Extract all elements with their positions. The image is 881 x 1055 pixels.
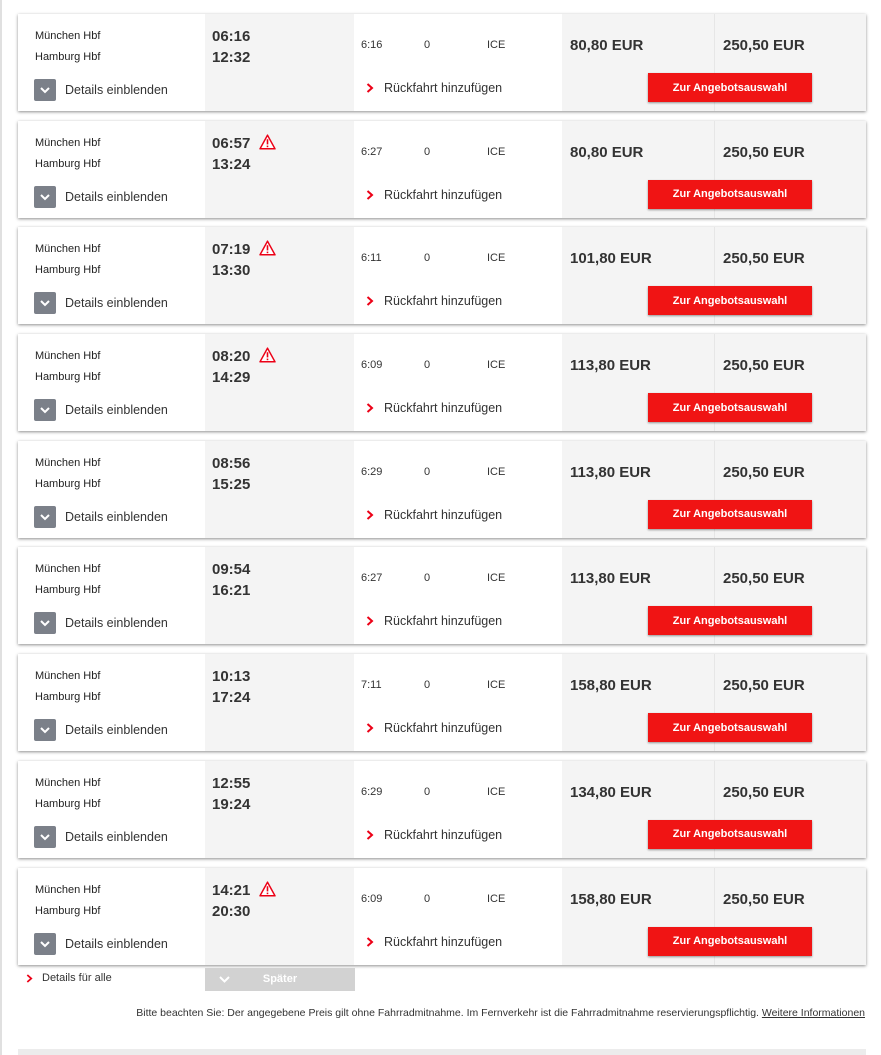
expand-box [34, 506, 56, 528]
chevron-right-icon [366, 510, 374, 520]
add-return-trip-label: Rückfahrt hinzufügen [384, 401, 503, 416]
chevron-down-icon [39, 724, 51, 736]
add-return-trip-label: Rückfahrt hinzufügen [384, 81, 503, 95]
chevron-down-icon [39, 297, 51, 309]
price-1: 113,80 EUR [570, 463, 651, 481]
duration: 6:09 [361, 892, 383, 905]
add-return-trip-link[interactable] [366, 935, 502, 949]
arrival-time: 19:24 [212, 795, 251, 813]
show-details-label: Details einblenden [65, 829, 168, 844]
changes-count: 0 [424, 359, 431, 372]
duration: 6:27 [361, 572, 383, 585]
chevron-down-icon [39, 831, 51, 843]
departure-time: 10:13 [212, 668, 251, 686]
chevron-down-icon [39, 404, 51, 416]
offer-selection-button[interactable]: Zur Angebotsauswahl [648, 500, 812, 529]
add-return-trip-link[interactable] [366, 721, 502, 735]
add-return-trip-link[interactable] [366, 81, 502, 95]
changes-count: 0 [424, 892, 431, 905]
stations-cell [18, 761, 205, 858]
info-cell [354, 441, 562, 538]
info-cell [354, 654, 562, 751]
stations-cell [18, 121, 205, 218]
chevron-right-icon [366, 403, 374, 413]
price-1: 101,80 EUR [570, 250, 652, 268]
info-cell [354, 761, 562, 858]
departure-time: 08:20 [212, 348, 251, 366]
add-return-trip-label: Rückfahrt hinzufügen [384, 614, 503, 629]
show-details-label: Details einblenden [65, 936, 168, 951]
expand-box [34, 79, 56, 101]
show-details-button[interactable] [34, 612, 168, 634]
price-2: 250,50 EUR [723, 890, 805, 908]
times-cell [205, 227, 354, 324]
add-return-trip-label: Rückfahrt hinzufügen [384, 721, 503, 736]
changes-count: 0 [424, 39, 431, 51]
stations-cell [18, 334, 205, 431]
chevron-down-icon [39, 617, 51, 629]
chevron-right-icon [366, 616, 374, 626]
arrival-time: 16:21 [212, 582, 251, 600]
departure-time: 08:56 [212, 454, 251, 472]
departure-station: München Hbf [35, 456, 101, 469]
show-details-label: Details einblenden [65, 403, 168, 418]
times-cell [205, 654, 354, 751]
offer-selection-button[interactable]: Zur Angebotsauswahl [648, 393, 812, 422]
duration: 6:09 [361, 359, 383, 372]
connection-row [18, 121, 866, 218]
connection-row [18, 868, 866, 965]
add-return-trip-label: Rückfahrt hinzufügen [384, 294, 503, 309]
times-cell [205, 761, 354, 858]
offer-selection-button[interactable]: Zur Angebotsauswahl [648, 713, 812, 742]
chevron-down-icon [39, 938, 51, 950]
changes-count: 0 [424, 679, 431, 692]
duration: 6:27 [361, 145, 383, 158]
show-details-label: Details einblenden [65, 509, 168, 524]
show-details-button[interactable] [34, 186, 168, 208]
warning-triangle-icon[interactable] [259, 347, 276, 363]
arrival-station: Hamburg Hbf [35, 157, 101, 170]
departure-time: 09:54 [212, 561, 251, 579]
departure-time: 14:21 [212, 881, 251, 899]
chevron-down-icon [39, 511, 51, 523]
connection-row [18, 441, 866, 538]
expand-box [34, 612, 56, 634]
expand-box [34, 186, 56, 208]
times-cell [205, 868, 354, 965]
changes-count: 0 [424, 785, 431, 798]
train-product: ICE [487, 785, 506, 798]
expand-box [34, 826, 56, 848]
offer-selection-button[interactable]: Zur Angebotsauswahl [648, 180, 812, 209]
offer-selection-button[interactable]: Zur Angebotsauswahl [648, 927, 812, 956]
details-for-all-link[interactable] [26, 972, 112, 984]
stations-cell [18, 14, 205, 111]
chevron-down-icon [39, 84, 51, 96]
price-1: 113,80 EUR [570, 570, 651, 588]
connection-row [18, 14, 866, 111]
departure-station: München Hbf [35, 776, 101, 789]
times-cell [205, 334, 354, 431]
duration: 7:11 [361, 679, 382, 692]
info-cell [354, 227, 562, 324]
bike-notice-text: Bitte beachten Sie: Der angegebene Preis gilt ohne Fahrradmitnahme. Im Fernverkehr ist die Fahrradmitnahme reservierungspflichtig. [136, 1007, 759, 1019]
info-cell [354, 121, 562, 218]
train-product: ICE [487, 892, 506, 905]
arrival-time: 13:24 [212, 155, 251, 173]
departure-time: 06:16 [212, 28, 251, 45]
price-2: 250,50 EUR [723, 250, 805, 268]
departure-time: 12:55 [212, 774, 251, 792]
expand-box [34, 292, 56, 314]
price-2: 250,50 EUR [723, 37, 805, 54]
offer-selection-button[interactable]: Zur Angebotsauswahl [648, 606, 812, 635]
arrival-station: Hamburg Hbf [35, 51, 101, 63]
changes-count: 0 [424, 145, 431, 158]
departure-station: München Hbf [35, 136, 101, 149]
price-2: 250,50 EUR [723, 357, 805, 375]
arrival-station: Hamburg Hbf [35, 371, 101, 384]
later-button[interactable] [205, 968, 355, 991]
stations-cell [18, 654, 205, 751]
stations-cell [18, 227, 205, 324]
train-product: ICE [487, 679, 506, 692]
arrival-time: 12:32 [212, 49, 251, 66]
duration: 6:29 [361, 785, 383, 798]
connection-row [18, 547, 866, 644]
connection-row [18, 654, 866, 751]
changes-count: 0 [424, 465, 431, 478]
departure-time: 06:57 [212, 134, 251, 152]
times-cell [205, 547, 354, 644]
price-1: 134,80 EUR [570, 783, 652, 801]
add-return-trip-link[interactable] [366, 401, 502, 415]
add-return-trip-label: Rückfahrt hinzufügen [384, 827, 503, 842]
info-cell [354, 14, 562, 111]
show-details-label: Details einblenden [65, 83, 168, 97]
arrival-station: Hamburg Hbf [35, 264, 101, 277]
offer-selection-button[interactable]: Zur Angebotsauswahl [648, 286, 812, 315]
show-details-button[interactable] [34, 399, 168, 421]
departure-station: München Hbf [35, 883, 101, 896]
price-2: 250,50 EUR [723, 143, 805, 161]
show-details-button[interactable] [34, 826, 168, 848]
chevron-right-icon [366, 937, 374, 947]
chevron-right-icon [366, 296, 374, 306]
train-product: ICE [487, 252, 506, 265]
show-details-label: Details einblenden [65, 723, 168, 738]
connection-row [18, 227, 866, 324]
warning-triangle-icon[interactable] [259, 881, 276, 897]
arrival-time: 20:30 [212, 902, 251, 920]
show-details-button[interactable] [34, 292, 168, 314]
departure-station: München Hbf [35, 563, 101, 576]
offer-selection-button[interactable]: Zur Angebotsauswahl [648, 820, 812, 849]
times-cell [205, 14, 354, 111]
arrival-station: Hamburg Hbf [35, 477, 101, 490]
chevron-right-icon [366, 83, 374, 93]
details-for-all-label: Details für alle [42, 972, 112, 984]
add-return-trip-link[interactable] [366, 828, 502, 842]
departure-station: München Hbf [35, 350, 101, 363]
departure-station: München Hbf [35, 670, 101, 683]
price-2: 250,50 EUR [723, 677, 805, 695]
times-cell [205, 441, 354, 538]
add-return-trip-label: Rückfahrt hinzufügen [384, 187, 503, 202]
train-product: ICE [487, 465, 506, 478]
chevron-down-icon [39, 191, 51, 203]
connection-list [18, 14, 866, 974]
duration: 6:11 [361, 252, 382, 265]
train-product: ICE [487, 572, 506, 585]
add-return-trip-label: Rückfahrt hinzufügen [384, 934, 503, 949]
show-details-label: Details einblenden [65, 296, 168, 311]
chevron-right-icon [366, 190, 374, 200]
duration: 6:16 [361, 39, 383, 51]
show-details-label: Details einblenden [65, 189, 168, 204]
more-info-link[interactable]: Weitere Informationen [761, 1007, 865, 1019]
times-cell [205, 121, 354, 218]
offer-selection-button[interactable]: Zur Angebotsauswahl [648, 73, 812, 102]
add-return-trip-link[interactable] [366, 294, 502, 308]
price-2: 250,50 EUR [723, 463, 805, 481]
price-1: 158,80 EUR [570, 677, 652, 695]
train-product: ICE [487, 359, 506, 372]
bottom-bar [18, 1049, 866, 1055]
arrival-station: Hamburg Hbf [35, 584, 101, 597]
price-1: 113,80 EUR [570, 357, 651, 375]
price-1: 158,80 EUR [570, 890, 652, 908]
add-return-trip-link[interactable] [366, 188, 502, 202]
info-cell [354, 334, 562, 431]
arrival-time: 15:25 [212, 475, 251, 493]
page-left-border [0, 0, 2, 1055]
bike-notice [136, 1007, 865, 1019]
chevron-right-icon [366, 723, 374, 733]
stations-cell [18, 441, 205, 538]
arrival-station: Hamburg Hbf [35, 904, 101, 917]
stations-cell [18, 547, 205, 644]
show-details-button[interactable] [34, 933, 168, 955]
expand-box [34, 399, 56, 421]
changes-count: 0 [424, 572, 431, 585]
arrival-time: 17:24 [212, 689, 251, 707]
price-2: 250,50 EUR [723, 570, 805, 588]
price-1: 80,80 EUR [570, 37, 644, 54]
chevron-right-icon [26, 974, 33, 983]
connection-row [18, 761, 866, 858]
show-details-button[interactable] [34, 79, 168, 101]
expand-box [34, 719, 56, 741]
show-details-button[interactable] [34, 719, 168, 741]
departure-station: München Hbf [35, 30, 101, 42]
changes-count: 0 [424, 252, 431, 265]
show-details-button[interactable] [34, 506, 168, 528]
train-product: ICE [487, 145, 506, 158]
add-return-trip-link[interactable] [366, 614, 502, 628]
train-product: ICE [487, 39, 506, 51]
info-cell [354, 547, 562, 644]
stations-cell [18, 868, 205, 965]
add-return-trip-link[interactable] [366, 508, 502, 522]
warning-triangle-icon[interactable] [259, 240, 276, 256]
arrival-station: Hamburg Hbf [35, 691, 101, 704]
arrival-station: Hamburg Hbf [35, 797, 101, 810]
departure-station: München Hbf [35, 243, 101, 256]
later-button-label: Später [262, 973, 298, 985]
price-2: 250,50 EUR [723, 783, 805, 801]
chevron-right-icon [366, 830, 374, 840]
info-cell [354, 868, 562, 965]
add-return-trip-label: Rückfahrt hinzufügen [384, 507, 503, 522]
price-1: 80,80 EUR [570, 143, 644, 161]
expand-box [34, 933, 56, 955]
departure-time: 07:19 [212, 241, 251, 259]
show-details-label: Details einblenden [65, 616, 168, 631]
arrival-time: 14:29 [212, 369, 251, 387]
arrival-time: 13:30 [212, 262, 251, 280]
duration: 6:29 [361, 465, 383, 478]
connection-row [18, 334, 866, 431]
warning-triangle-icon[interactable] [259, 134, 276, 150]
